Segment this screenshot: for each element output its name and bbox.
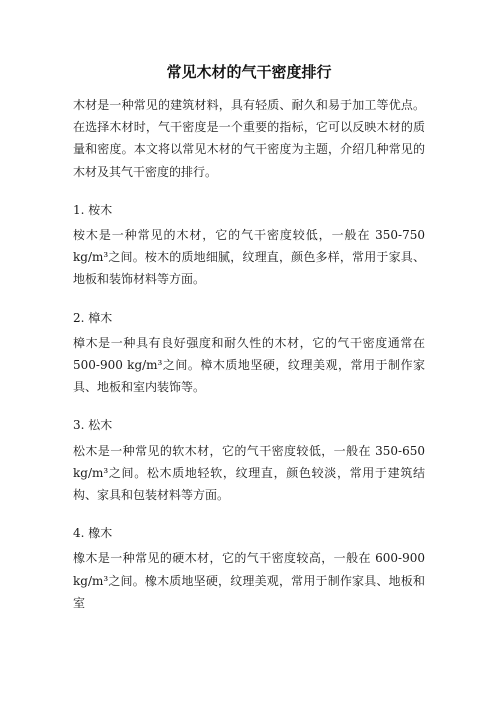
section-body-2: 樟木是一种具有良好强度和耐久性的木材，它的气干密度通常在500-900 kg/m³之间。樟木质地坚硬，纹理美观，常用于制作家具、地板和室内装饰等。 (73, 335, 425, 395)
page-title: 常见木材的气干密度排行 (166, 63, 332, 81)
document-page (73, 62, 425, 630)
section-heading-3: 3. 松木 (73, 418, 113, 433)
intro-paragraph: 木材是一种常见的建筑材料，具有轻质、耐久和易于加工等优点。在选择木材时，气干密度是一个重要的指标，它可以反映木材的质量和密度。本文将以常见木材的气干密度为主题，介绍几种常见的木材及其气干密度的排行。 (73, 98, 425, 179)
section-heading-2: 2. 樟木 (73, 310, 113, 325)
section-heading-4: 4. 橡木 (73, 526, 113, 541)
section-body-1: 桉木是一种常见的木材，它的气干密度较低，一般在 350-750 kg/m³之间。桉木的质地细腻，纹理直，颜色多样，常用于家具、地板和装饰材料等方面。 (73, 228, 425, 287)
section-body-3: 松木是一种常见的软木材，它的气干密度较低，一般在 350-650 kg/m³之间。松木质地轻软，纹理直，颜色较淡，常用于建筑结构、家具和包装材料等方面。 (73, 443, 425, 503)
section-heading-1: 1. 桉木 (73, 202, 113, 217)
section-body-4: 橡木是一种常见的硬木材，它的气干密度较高，一般在 600-900 kg/m³之间。橡木质地坚硬，纹理美观，常用于制作家具、地板和室 (73, 551, 425, 610)
